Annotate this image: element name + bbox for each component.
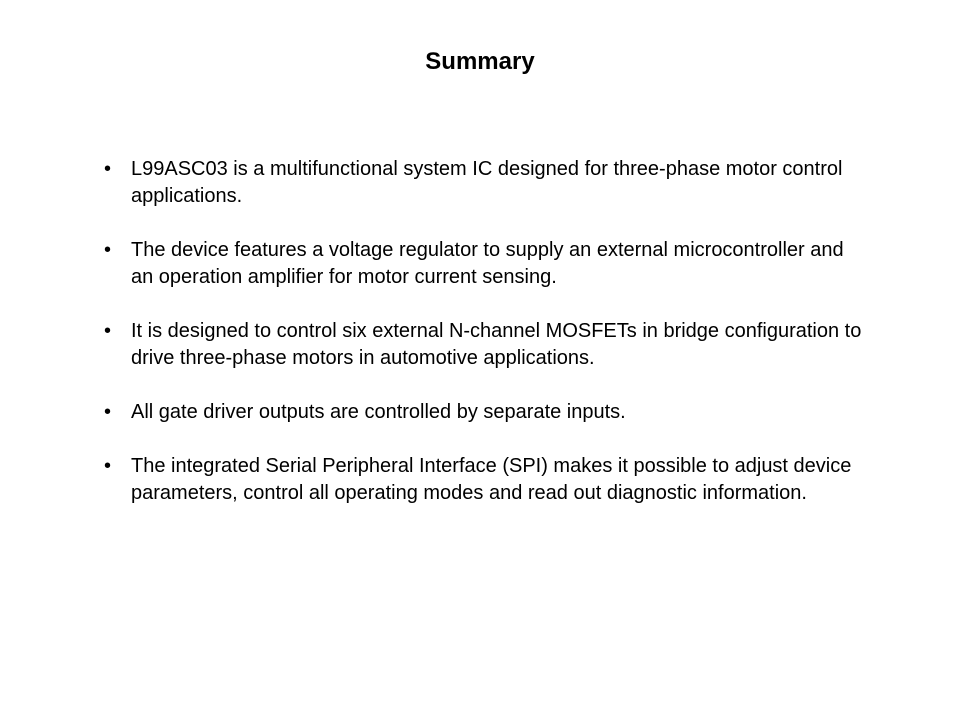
- bullet-list: [104, 156, 864, 534]
- bullet-marker: •: [104, 455, 112, 477]
- bullet-item: [104, 318, 864, 372]
- bullet-item: [104, 399, 864, 426]
- slide-title: Summary: [425, 48, 535, 75]
- bullet-text: L99ASC03 is a multifunctional system IC designed for three-phase motor control applications.: [131, 158, 843, 207]
- bullet-item: [104, 156, 864, 210]
- bullet-marker: •: [104, 158, 112, 180]
- bullet-marker: •: [104, 239, 112, 261]
- bullet-text: It is designed to control six external N-channel MOSFETs in bridge configuration to drive three-phase motors in automotive applications.: [131, 320, 862, 369]
- bullet-item: [104, 237, 864, 291]
- bullet-marker: •: [104, 320, 112, 342]
- bullet-text: The device features a voltage regulator to supply an external microcontroller and an operation amplifier for motor current sensing.: [131, 239, 844, 288]
- bullet-marker: •: [104, 401, 112, 423]
- bullet-item: [104, 453, 864, 507]
- bullet-text: All gate driver outputs are controlled by separate inputs.: [131, 401, 626, 423]
- bullet-text: The integrated Serial Peripheral Interface (SPI) makes it possible to adjust device parameters, control all operating modes and read out diagnostic information.: [131, 455, 852, 504]
